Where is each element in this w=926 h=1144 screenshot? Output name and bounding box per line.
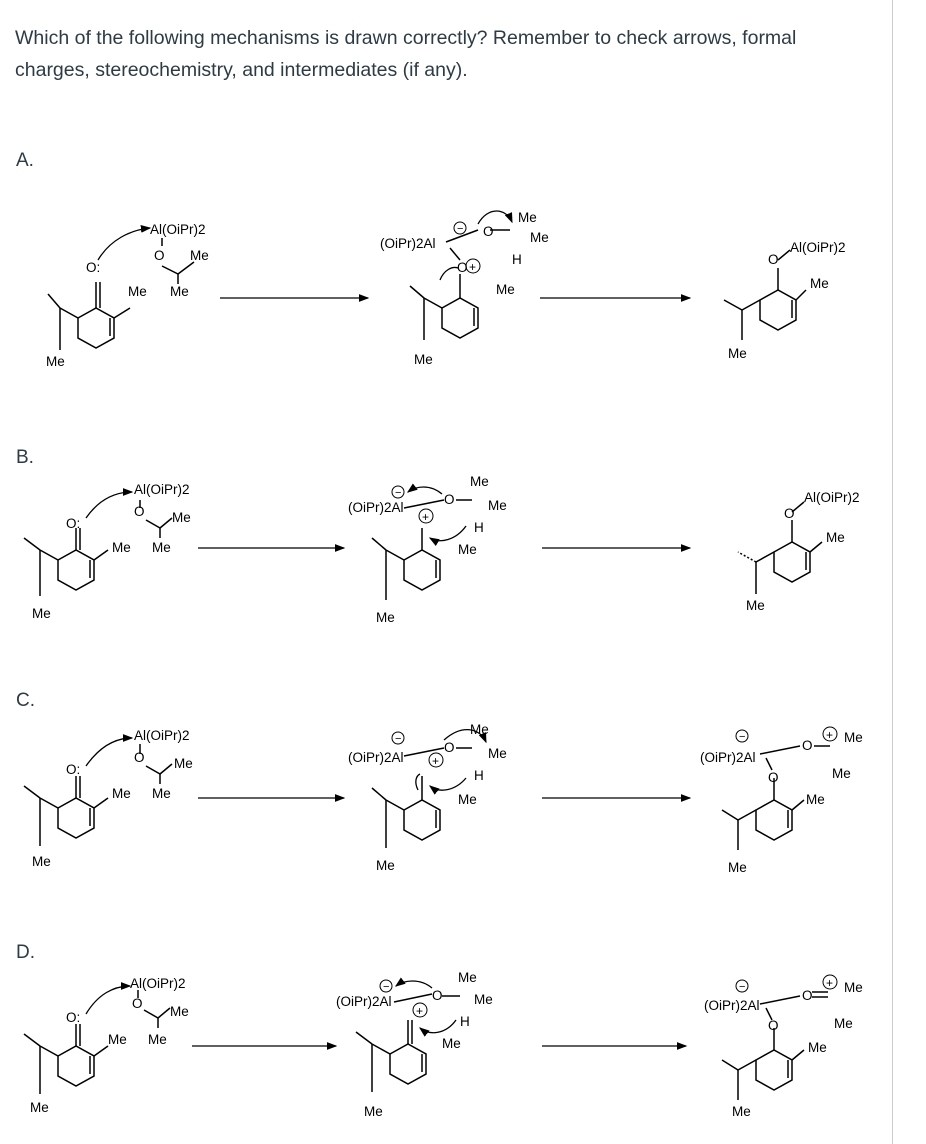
svg-text:Me: Me <box>844 980 863 995</box>
svg-text:O: O <box>768 1018 779 1033</box>
reactant-structure <box>24 728 193 869</box>
intermediate-structure <box>348 474 507 625</box>
svg-text:Al(OiPr)2: Al(OiPr)2 <box>150 222 206 237</box>
svg-text:+: + <box>826 728 834 742</box>
svg-text:O: O <box>444 740 455 755</box>
svg-text:Me: Me <box>746 598 765 613</box>
svg-text:Me: Me <box>30 1100 49 1115</box>
svg-text:(OiPr)2Al: (OiPr)2Al <box>348 500 404 515</box>
svg-text:Me: Me <box>46 354 65 369</box>
svg-text:Me: Me <box>32 606 51 621</box>
reactant-structure <box>24 482 191 621</box>
svg-text:Me: Me <box>152 540 171 555</box>
svg-text:O: O <box>768 770 779 785</box>
svg-text:Me: Me <box>112 786 131 801</box>
svg-text:Me: Me <box>376 610 395 625</box>
svg-text:Me: Me <box>128 284 147 299</box>
svg-text:(OiPr)2Al: (OiPr)2Al <box>700 750 756 765</box>
option-label-c: C. <box>16 690 35 711</box>
intermediate-structure <box>348 722 507 873</box>
svg-text:Me: Me <box>530 230 549 245</box>
mechanism-a <box>0 190 890 380</box>
svg-text:Me: Me <box>170 284 189 299</box>
product-structure <box>738 490 860 613</box>
svg-text:O: O <box>483 224 494 239</box>
svg-text:Me: Me <box>32 854 51 869</box>
svg-text:Me: Me <box>488 498 507 513</box>
svg-text:H: H <box>474 768 484 783</box>
svg-text:O: O <box>457 260 468 275</box>
svg-text:Me: Me <box>728 860 747 875</box>
svg-text:Me: Me <box>174 756 193 771</box>
svg-text:Me: Me <box>148 1032 167 1047</box>
svg-text:Me: Me <box>442 1036 461 1051</box>
svg-text:O: O <box>134 504 145 519</box>
svg-text:(OiPr)2Al: (OiPr)2Al <box>336 994 392 1009</box>
svg-text:Me: Me <box>458 970 477 985</box>
svg-text:−: − <box>395 487 402 499</box>
option-label-b: B. <box>16 447 34 468</box>
option-label-a: A. <box>16 150 34 171</box>
svg-text:O: O <box>444 492 455 507</box>
product-structure <box>724 240 846 361</box>
intermediate-structure <box>336 970 493 1119</box>
svg-text:Me: Me <box>108 1032 127 1047</box>
svg-text:(OiPr)2Al: (OiPr)2Al <box>380 236 436 251</box>
mechanism-d <box>0 964 890 1134</box>
svg-text:Me: Me <box>458 792 477 807</box>
svg-text:−: − <box>739 981 746 993</box>
svg-text:(OiPr)2Al: (OiPr)2Al <box>348 750 404 765</box>
svg-text:Me: Me <box>190 248 209 263</box>
svg-text:Me: Me <box>496 282 515 297</box>
svg-text:Me: Me <box>834 1016 853 1031</box>
svg-text:Me: Me <box>414 352 433 367</box>
svg-text:−: − <box>395 733 402 745</box>
svg-text:+: + <box>826 976 834 990</box>
svg-text:Me: Me <box>806 792 825 807</box>
svg-text:+: + <box>432 754 440 768</box>
svg-text:Me: Me <box>810 276 829 291</box>
svg-text:Me: Me <box>364 1104 383 1119</box>
svg-text:Me: Me <box>470 722 489 737</box>
svg-text:Me: Me <box>474 992 493 1007</box>
svg-text:O: O <box>802 988 813 1003</box>
svg-text:O:: O: <box>86 260 101 275</box>
svg-text:Me: Me <box>832 766 851 781</box>
svg-text:Me: Me <box>458 542 477 557</box>
svg-text:Me: Me <box>376 858 395 873</box>
svg-text:O:: O: <box>66 762 81 777</box>
svg-text:O: O <box>784 506 795 521</box>
mechanism-c <box>0 714 890 884</box>
reactant-structure <box>46 222 209 369</box>
svg-text:O: O <box>134 750 145 765</box>
svg-text:Al(OiPr)2: Al(OiPr)2 <box>130 976 186 991</box>
svg-text:Me: Me <box>470 474 489 489</box>
svg-text:O: O <box>768 252 779 267</box>
svg-text:Me: Me <box>844 730 863 745</box>
svg-text:Me: Me <box>808 1040 827 1055</box>
intermediate-structure <box>380 210 549 367</box>
svg-text:O: O <box>432 988 443 1003</box>
page-divider <box>892 0 893 1144</box>
svg-text:+: + <box>469 260 477 274</box>
svg-text:O: O <box>154 248 165 263</box>
svg-text:Me: Me <box>112 540 131 555</box>
svg-text:Me: Me <box>518 210 537 225</box>
svg-text:+: + <box>422 510 430 524</box>
svg-text:O:: O: <box>66 516 81 531</box>
svg-text:Al(OiPr)2: Al(OiPr)2 <box>790 240 846 255</box>
svg-text:+: + <box>416 1004 424 1018</box>
svg-text:−: − <box>457 223 464 235</box>
svg-text:Me: Me <box>170 1004 189 1019</box>
product-structure <box>700 727 863 875</box>
svg-text:O: O <box>132 996 143 1011</box>
svg-text:H: H <box>474 520 484 535</box>
svg-text:−: − <box>739 731 746 743</box>
svg-text:Me: Me <box>488 746 507 761</box>
svg-text:Al(OiPr)2: Al(OiPr)2 <box>134 728 190 743</box>
reactant-structure <box>24 976 189 1115</box>
svg-text:Me: Me <box>826 530 845 545</box>
option-label-d: D. <box>16 942 35 963</box>
svg-text:(OiPr)2Al: (OiPr)2Al <box>704 998 760 1013</box>
svg-text:Me: Me <box>728 346 747 361</box>
svg-text:Me: Me <box>152 786 171 801</box>
product-structure <box>704 975 863 1119</box>
svg-text:−: − <box>383 981 390 993</box>
svg-text:O:: O: <box>66 1010 81 1025</box>
question-text: Which of the following mechanisms is drawn correctly? Remember to check arrows, formal charges, stereochemistry, and intermediates (if any). <box>15 27 797 81</box>
svg-text:Me: Me <box>732 1104 751 1119</box>
svg-text:H: H <box>512 252 522 267</box>
svg-text:Me: Me <box>172 510 191 525</box>
svg-text:Al(OiPr)2: Al(OiPr)2 <box>804 490 860 505</box>
svg-text:Al(OiPr)2: Al(OiPr)2 <box>134 482 190 497</box>
svg-text:O: O <box>802 738 813 753</box>
mechanism-b <box>0 470 890 640</box>
svg-text:H: H <box>460 1014 470 1029</box>
